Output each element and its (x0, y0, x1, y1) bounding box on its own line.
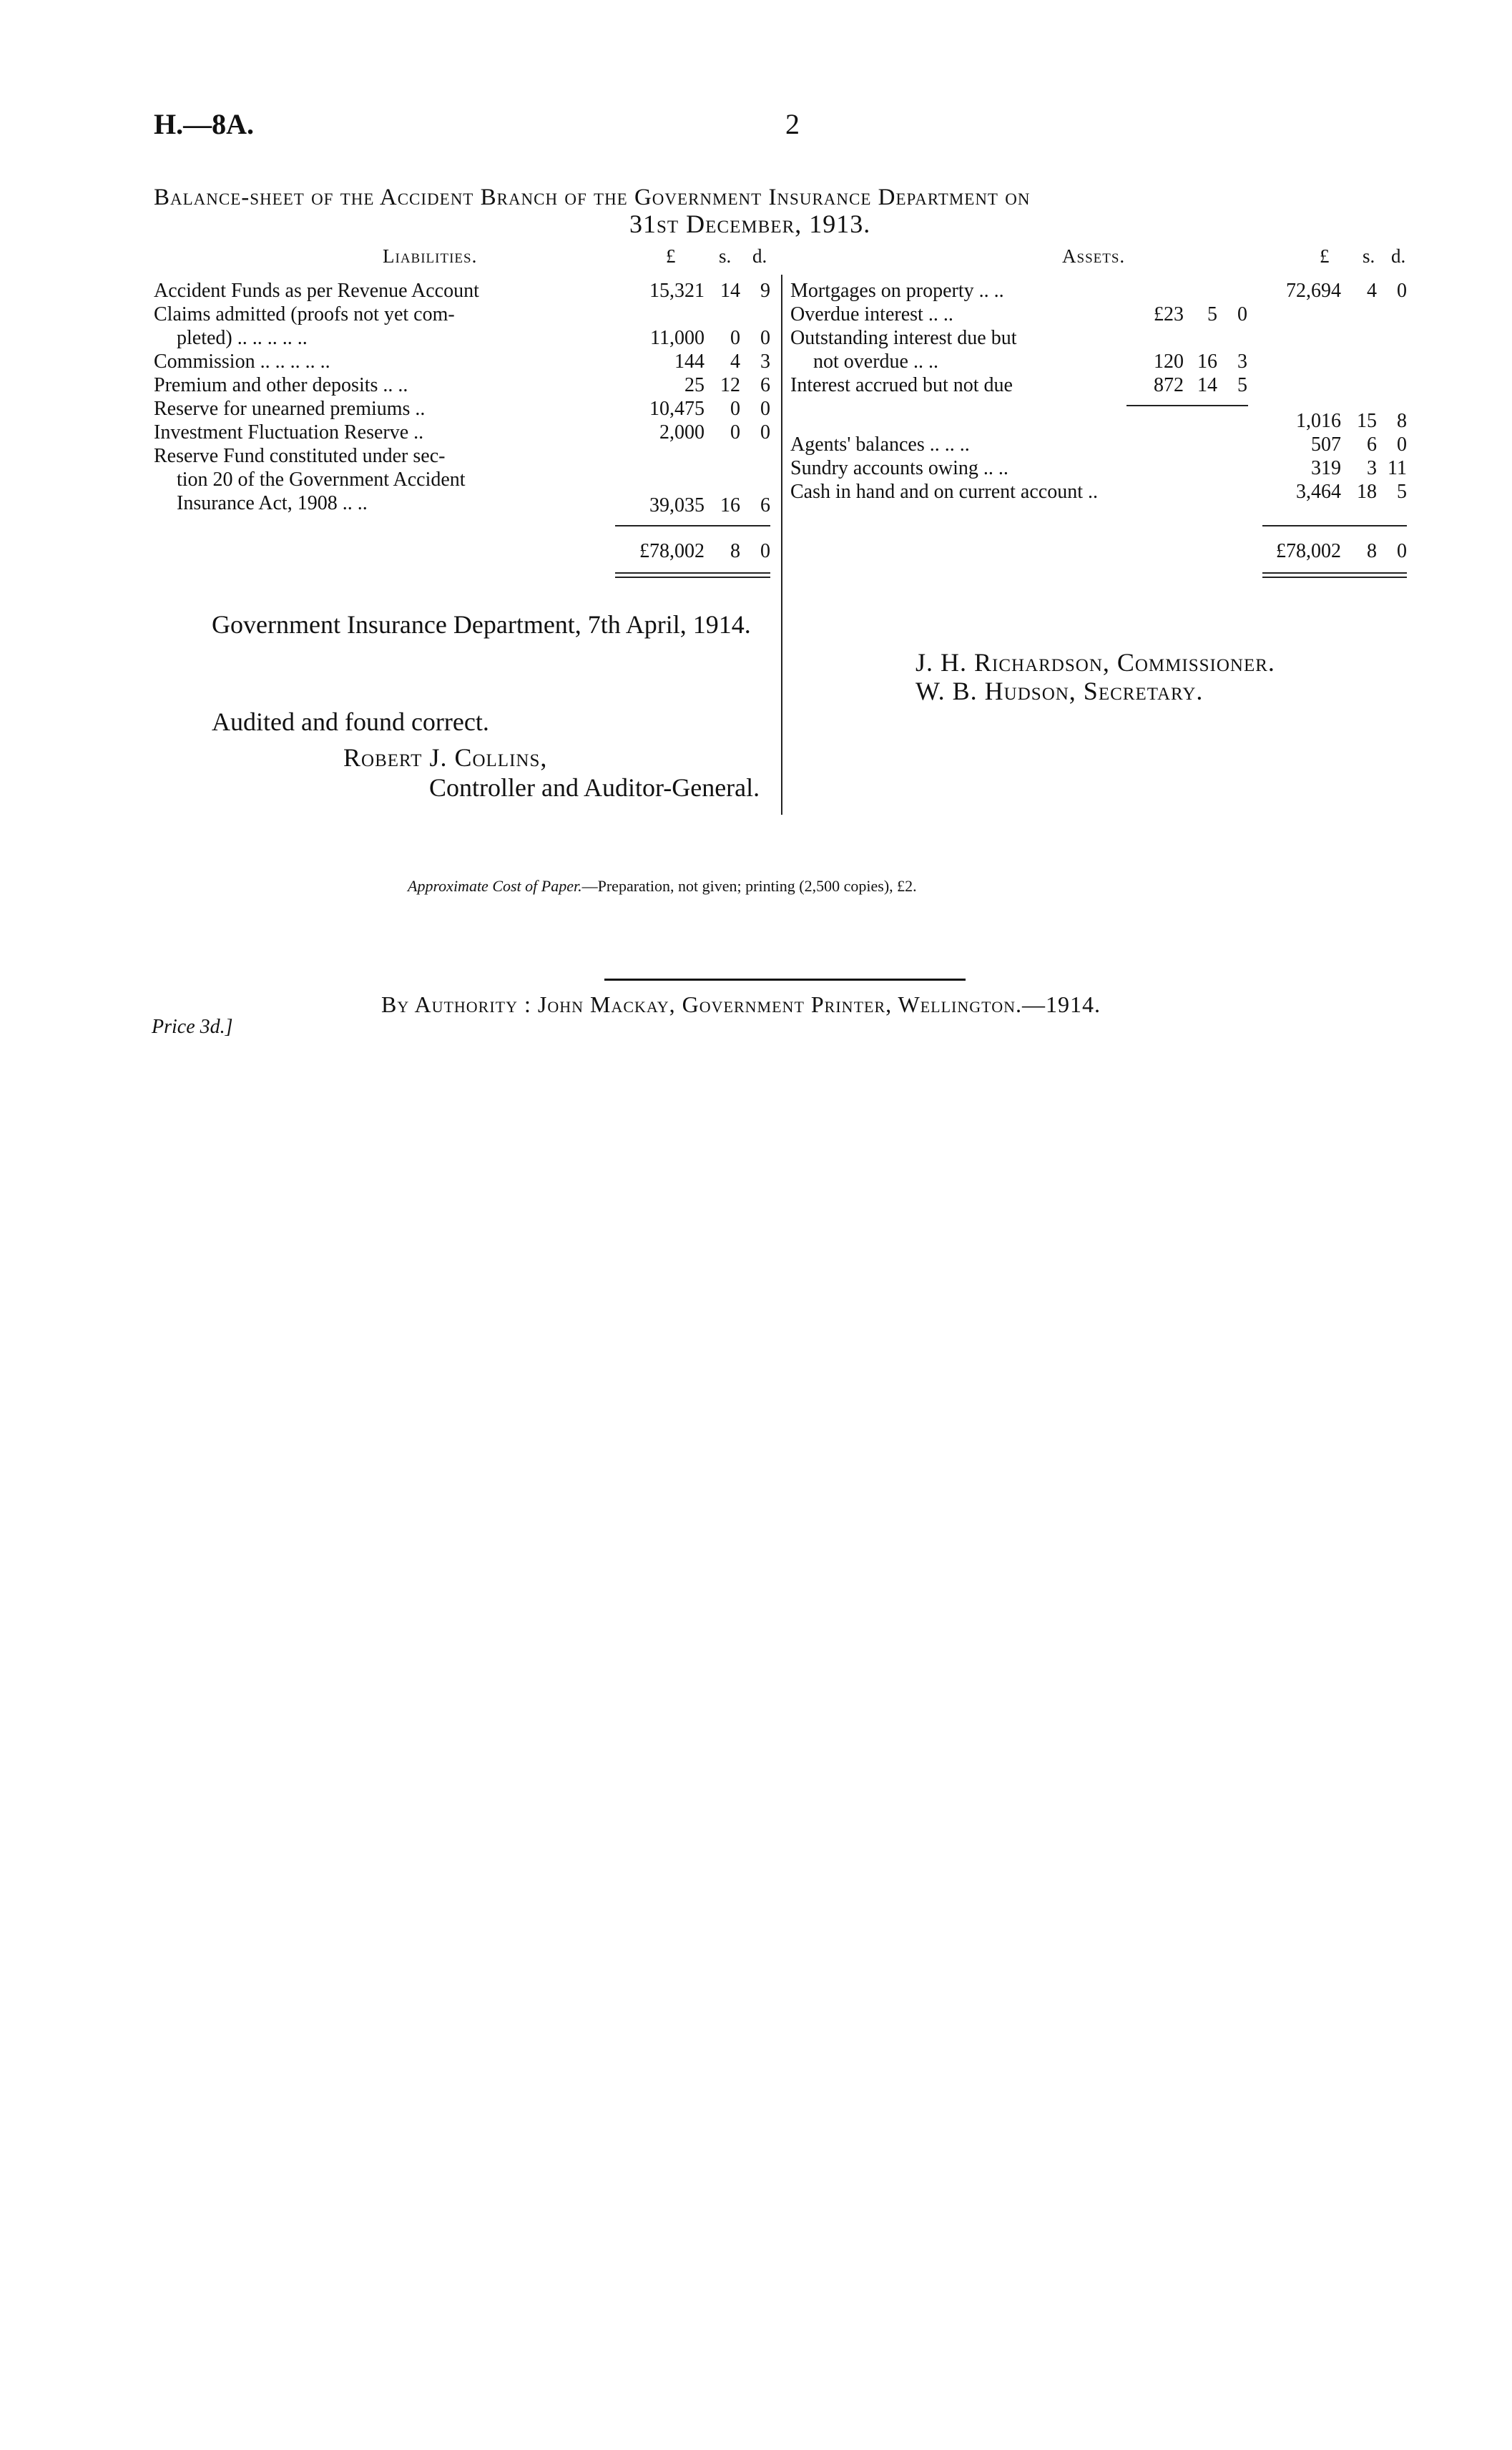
liability-row-pounds: 10,475 (649, 398, 705, 420)
asset-row-shillings: 3 (1367, 457, 1377, 479)
price-label: Price 3d.] (152, 1016, 233, 1038)
asset-sub-pounds: 120 (1154, 351, 1184, 373)
asset-row-label: not overdue .. .. (813, 351, 938, 373)
document-reference: H.—8A. (154, 108, 254, 140)
liabilities-sum-rule (615, 525, 770, 526)
cost-text: —Preparation, not given; printing (2,500 copies), £2. (581, 877, 917, 895)
liability-row-shillings: 0 (730, 398, 740, 420)
liability-row-label: pleted) .. .. .. .. .. (177, 327, 308, 349)
auditor-name: Robert J. Collins, (343, 743, 548, 772)
asset-row-shillings: 15 (1357, 410, 1377, 432)
liability-row-pounds: 15,321 (649, 280, 705, 302)
liability-row-shillings: 0 (730, 327, 740, 349)
liability-row-shillings: 4 (730, 351, 740, 373)
liability-row-pounds: 11,000 (650, 327, 705, 349)
asset-sub-pence: 0 (1237, 303, 1247, 325)
asset-row-pounds: 72,694 (1286, 280, 1341, 302)
asset-row-label: Mortgages on property .. .. (790, 280, 1004, 302)
auditor-title: Controller and Auditor-General. (429, 773, 760, 802)
asset-row-label: Outstanding interest due but (790, 327, 1017, 349)
liabilities-total-shillings: 8 (730, 540, 740, 562)
liability-row-label: Reserve for unearned premiums .. (154, 398, 426, 420)
liability-row-pence: 0 (760, 398, 770, 420)
asset-row-pence: 8 (1397, 410, 1407, 432)
liability-row-shillings: 16 (720, 494, 740, 516)
asset-sub-shillings: 16 (1197, 351, 1217, 373)
liability-row-pounds: 39,035 (649, 494, 705, 516)
assets-total-rule (1262, 572, 1407, 578)
liabilities-pounds-header: £ (666, 245, 676, 267)
cost-label: Approximate Cost of Paper. (408, 877, 582, 895)
liabilities-pence-header: d. (752, 245, 767, 267)
assets-heading: Assets. (1062, 245, 1126, 267)
assets-pounds-header: £ (1320, 245, 1330, 267)
liability-row-label: Insurance Act, 1908 .. .. (177, 492, 368, 514)
signatory-secretary: W. B. Hudson, Secretary. (915, 677, 1204, 705)
asset-row-label: Agents' balances .. .. .. (790, 433, 970, 456)
assets-total-pounds: £78,002 (1276, 540, 1341, 562)
liability-row-pounds: 2,000 (659, 421, 705, 444)
asset-sub-shillings: 14 (1197, 374, 1217, 396)
asset-row-pence: 0 (1397, 280, 1407, 302)
audited-statement: Audited and found correct. (212, 707, 489, 736)
assets-pence-header: d. (1391, 245, 1406, 267)
title-line-2: 31st December, 1913. (629, 210, 871, 238)
liabilities-heading: Liabilities. (383, 245, 478, 267)
asset-sub-pence: 3 (1237, 351, 1247, 373)
liability-row-label: Accident Funds as per Revenue Account (154, 280, 479, 302)
asset-sub-pounds: £23 (1154, 303, 1184, 325)
liability-row-label: Claims admitted (proofs not yet com- (154, 303, 455, 325)
assets-shillings-header: s. (1363, 245, 1375, 267)
liability-row-pence: 0 (760, 327, 770, 349)
liability-row-label: Reserve Fund constituted under sec- (154, 445, 446, 467)
liability-row-pence: 9 (760, 280, 770, 302)
asset-row-pounds: 3,464 (1296, 481, 1341, 503)
liability-row-pence: 0 (760, 421, 770, 444)
liability-row-label: Premium and other deposits .. .. (154, 374, 408, 396)
assets-total-pence: 0 (1397, 540, 1407, 562)
page-number: 2 (785, 108, 800, 140)
asset-subtotal-rule (1126, 405, 1248, 406)
liability-row-shillings: 0 (730, 421, 740, 444)
department-date-line: Government Insurance Department, 7th April, 1914. (212, 610, 751, 639)
asset-row-label: Cash in hand and on current account .. (790, 481, 1098, 503)
signatory-commissioner: J. H. Richardson, Commissioner. (915, 648, 1275, 677)
printer-rule (604, 979, 966, 981)
column-divider (781, 275, 782, 815)
liability-row-pence: 6 (760, 494, 770, 516)
asset-row-pence: 5 (1397, 481, 1407, 503)
cost-of-paper-note (408, 877, 917, 896)
asset-row-pounds: 319 (1311, 457, 1341, 479)
asset-sub-shillings: 5 (1207, 303, 1217, 325)
liability-row-pence: 6 (760, 374, 770, 396)
liability-row-label: Investment Fluctuation Reserve .. (154, 421, 424, 444)
liability-row-pence: 3 (760, 351, 770, 373)
asset-row-pence: 11 (1388, 457, 1407, 479)
liabilities-shillings-header: s. (719, 245, 732, 267)
printer-imprint: By Authority : John Mackay, Government Printer, Wellington.—1914. (381, 991, 1101, 1017)
asset-row-shillings: 18 (1357, 481, 1377, 503)
asset-sub-pence: 5 (1237, 374, 1247, 396)
asset-row-pence: 0 (1397, 433, 1407, 456)
liability-row-shillings: 14 (720, 280, 740, 302)
asset-row-label: Interest accrued but not due (790, 374, 1013, 396)
asset-row-pounds: 1,016 (1296, 410, 1341, 432)
liability-row-pounds: 25 (684, 374, 705, 396)
asset-row-label: Sundry accounts owing .. .. (790, 457, 1008, 479)
asset-row-label: Overdue interest .. .. (790, 303, 953, 325)
liabilities-total-pounds: £78,002 (639, 540, 705, 562)
asset-row-shillings: 6 (1367, 433, 1377, 456)
asset-sub-pounds: 872 (1154, 374, 1184, 396)
liability-row-label: tion 20 of the Government Accident (177, 469, 466, 491)
assets-sum-rule (1262, 525, 1407, 526)
liability-row-shillings: 12 (720, 374, 740, 396)
liabilities-total-pence: 0 (760, 540, 770, 562)
asset-row-pounds: 507 (1311, 433, 1341, 456)
title-line-1: Balance-sheet of the Accident Branch of the Government Insurance Department on (154, 185, 1031, 210)
liabilities-total-rule (615, 572, 770, 578)
liability-row-pounds: 144 (674, 351, 705, 373)
asset-row-shillings: 4 (1367, 280, 1377, 302)
liability-row-label: Commission .. .. .. .. .. (154, 351, 330, 373)
assets-total-shillings: 8 (1367, 540, 1377, 562)
